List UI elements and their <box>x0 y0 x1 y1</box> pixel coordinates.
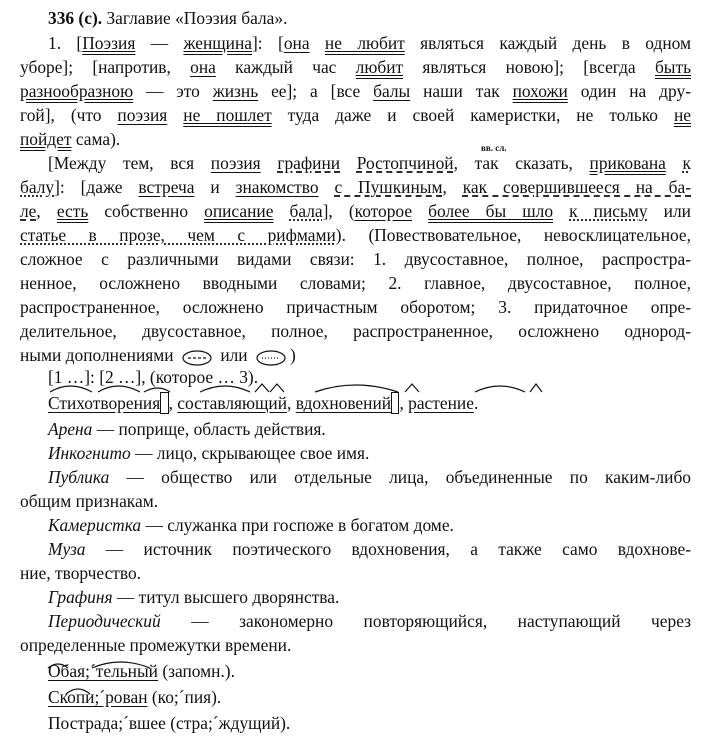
spelling-word-3: Пострада;´вшее (стра;´ждущий). <box>48 713 291 733</box>
attribute: ле <box>20 201 37 221</box>
object: статье в прозе, чем с рифмами <box>20 225 336 245</box>
p1-line-1: 1. [Поэзия — женщина]: [она не любит являться каждый день в одном <box>48 33 692 53</box>
predicate: есть <box>56 201 89 221</box>
spelling-word-1: Обая;´тельный (запомн.). <box>48 661 235 681</box>
attribute: графини <box>277 153 341 173</box>
object: балу <box>20 177 55 197</box>
attribute: как совершившееся на ба- <box>462 177 691 197</box>
predicate: не любит <box>324 33 405 53</box>
attribute: с Пушкиным <box>334 177 443 197</box>
vocab-maid: Камеристка — служанка при госпоже в богатом доме. <box>48 515 454 535</box>
predicate: описание <box>204 201 274 221</box>
subject: встреча <box>138 177 195 197</box>
subject: жизнь <box>212 81 259 101</box>
vocab-muse-cont: ние, творчество. <box>20 563 142 583</box>
predicate: быть <box>654 57 692 77</box>
p2-line-1: [Между тем, вся поэзия графини Ростопчиной, так сказать, прикована к <box>48 153 691 173</box>
p2-line-9: ными дополнениями или ) <box>20 345 296 365</box>
term: Инкогнито <box>48 443 131 463</box>
predicate: более бы шло <box>428 201 554 221</box>
predicate: не пошлет <box>183 105 272 125</box>
p2-line-4: статье в прозе, чем с рифмами). (Повествовательное, невосклицательное, <box>20 225 691 245</box>
subject: знакомство <box>235 177 319 197</box>
subject: которое <box>354 201 413 221</box>
object: к письму <box>569 201 648 221</box>
root-arc <box>475 386 525 392</box>
subject: она <box>190 57 216 77</box>
ending-box <box>160 392 168 414</box>
sentence-scheme: [1 …]: [2 …], (которое … 3). <box>48 367 259 387</box>
subject: поэзия <box>210 153 261 173</box>
p1-line-5: пойдет сама). <box>20 129 121 149</box>
p2-line-7: распространенное, осложнено причастным оборотом; 3. придаточное опре- <box>20 297 691 317</box>
predicate: прикована <box>589 153 666 173</box>
subject: балы <box>373 81 411 101</box>
term: Периодический <box>48 611 161 631</box>
predicate: любит <box>355 57 404 77</box>
exercise-heading <box>48 7 287 29</box>
vocab-countess: Графиня — титул высшего дворянства. <box>48 587 340 607</box>
term: Арена <box>48 419 93 439</box>
suffix-hook <box>270 384 284 392</box>
predicate: не <box>673 105 692 125</box>
attribute-ellipse-icon <box>182 349 212 365</box>
vocab-public: Публика — общество или отдельные лица, объединенные по каким-либо <box>48 467 691 487</box>
word-stem: Стихотворения <box>48 393 161 413</box>
vocab-public-cont: общим признакам. <box>20 491 159 511</box>
exercise-title: Заглавие «Поэзия бала». <box>106 8 288 28</box>
morphemic-analysis: Стихотворения , составляющий, вдохновений , растение. <box>48 393 479 413</box>
term: Муза <box>48 539 86 559</box>
p2-line-2: балу]: [даже встреча и знакомство с Пушкиным, как совершившееся на ба- <box>20 177 691 197</box>
vocab-arena: Арена — поприще, область действия. <box>48 419 326 439</box>
suffix-hook <box>405 384 419 392</box>
predicate: разнообразною <box>20 81 134 101</box>
subject: Поэзия <box>82 33 136 53</box>
p2-line-5: сложное с различными видами связи: 1. двусоставное, полное, распростра- <box>20 249 691 269</box>
intro-words-note: вв. сл. <box>481 143 507 153</box>
vocab-incognito: Инкогнито — лицо, скрывающее свое имя. <box>48 443 370 463</box>
predicate: пойдет <box>20 129 72 149</box>
suffix-hook <box>530 384 542 392</box>
exercise-number: 336 (с). <box>48 8 103 28</box>
spelling-word-2: Скопи;´рован (ко;´пия). <box>48 687 222 707</box>
word: Скопи;´рован <box>48 687 148 707</box>
word-stem: составляющий <box>177 393 288 413</box>
subject: поэзия <box>117 105 168 125</box>
object: к <box>682 153 691 173</box>
subject: она <box>283 33 310 53</box>
vocab-muse: Муза — источник поэтического вдохновения, а также само вдохнове- <box>48 539 691 559</box>
word: Пострада;´вшее <box>48 713 166 733</box>
term: Графиня <box>48 587 113 607</box>
intro-words: так сказать <box>474 153 569 173</box>
p1-line-3: разнообразною — это жизнь ее]; а [все балы наши так похожи один на дру- <box>20 81 691 101</box>
word: Обая;´тельный <box>48 661 158 681</box>
term: Камеристка <box>48 515 142 535</box>
predicate: женщина <box>183 33 253 53</box>
p1-line-4: гой], (что поэзия не пошлет туда даже и своей камеристки, не только не <box>20 105 692 125</box>
p2-line-6: ненное, осложнено вводными словами; 2. главное, двусоставное, полное, <box>20 273 691 293</box>
word-stem: вдохновений <box>295 393 392 413</box>
p2-line-8: делительное, двусоставное, полное, распространенное, осложнено однород- <box>20 321 691 341</box>
term: Публика <box>48 467 110 487</box>
object-ellipse-icon <box>256 349 286 365</box>
attribute: Ростопчиной <box>356 153 454 173</box>
object: бала <box>289 201 323 221</box>
word-stem: растение <box>408 393 474 413</box>
vocab-periodic-cont: определенные промежутки времени. <box>20 635 292 655</box>
p1-line-2: уборе]; [напротив, она каждый час любит являться новою]; [всегда быть <box>20 57 692 77</box>
root-arc <box>315 385 398 392</box>
vocab-periodic: Периодический — закономерно повторяющийся, наступающий через <box>48 611 691 631</box>
p2-line-3: ле, есть собственно описание бала], (которое более бы шло к письму или <box>20 201 691 221</box>
predicate: похожи <box>512 81 568 101</box>
